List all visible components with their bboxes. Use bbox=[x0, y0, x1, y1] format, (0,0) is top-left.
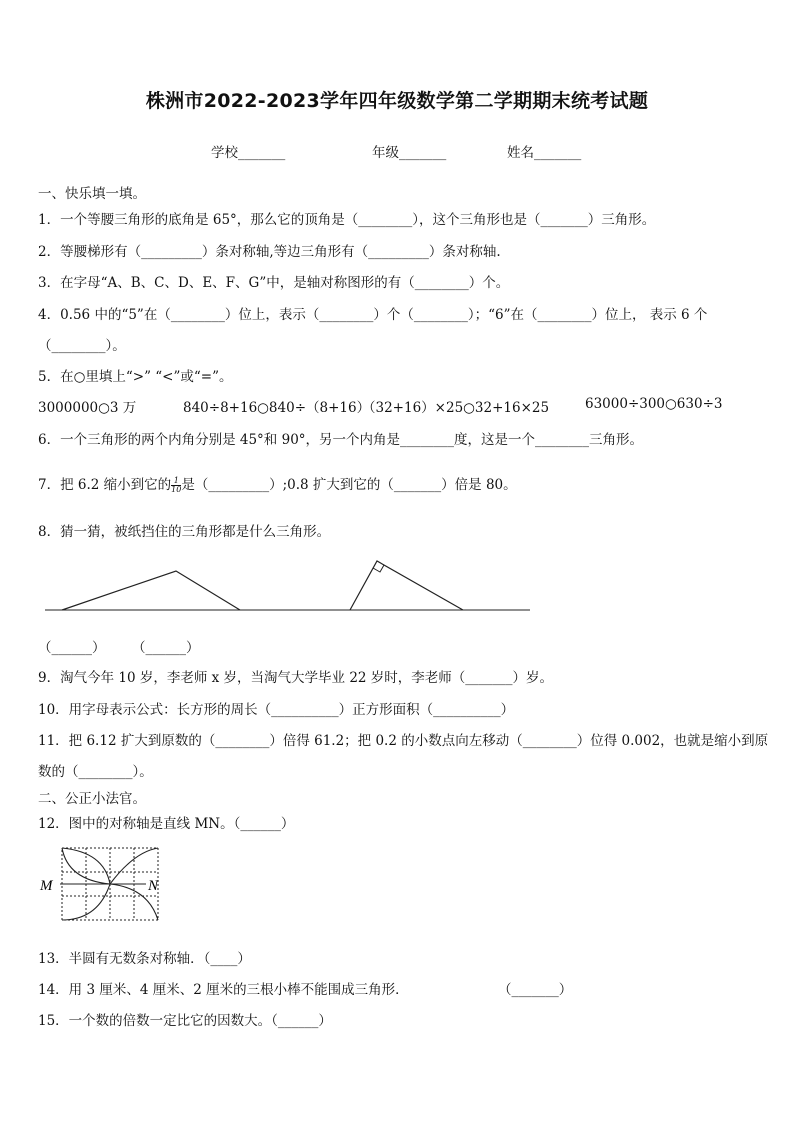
question-8-answer-1: （______） bbox=[38, 640, 106, 656]
page-title: 株洲市2022-2023学年四年级数学第二学期期末统考试题 bbox=[145, 90, 649, 112]
question-14: 14．用 3 厘米、4 厘米、2 厘米的三根小棒不能围成三角形． bbox=[38, 982, 409, 998]
covered-triangles-figure bbox=[40, 555, 540, 615]
name-field: 姓名_______ bbox=[507, 145, 582, 161]
question-13: 13．半圆有无数条对称轴．（____） bbox=[38, 951, 251, 967]
question-2: 2．等腰梯形有（_________）条对称轴,等边三角形有（_________）条对称轴. bbox=[38, 244, 501, 260]
fraction-numerator: 1 bbox=[171, 477, 181, 486]
question-1: 1．一个等腰三角形的底角是 65°，那么它的顶角是（________），这个三角形也是（_______）三角形。 bbox=[38, 212, 656, 228]
comparison-item-2: 840÷8+16○840÷（8+16） bbox=[183, 400, 371, 416]
fraction-one-tenth bbox=[171, 477, 181, 494]
right-triangle-outline bbox=[350, 561, 463, 610]
question-15: 15．一个数的倍数一定比它的因数大。（______） bbox=[38, 1013, 332, 1029]
symmetry-grid-figure bbox=[38, 842, 168, 926]
label-n: N bbox=[148, 878, 159, 894]
obtuse-triangle-outline bbox=[62, 571, 240, 610]
question-3: 3．在字母“A、B、C、D、E、F、G”中，是轴对称图形的有（________）个。 bbox=[38, 275, 510, 291]
comparison-item-3: （32+16）×25○32+16×25 bbox=[362, 400, 550, 416]
section-heading-1: 一、快乐填一填。 bbox=[38, 186, 146, 202]
section-heading-2: 二、公正小法官。 bbox=[38, 791, 146, 807]
fraction-denominator: 10 bbox=[171, 485, 182, 494]
question-11-line-2: 数的（________）。 bbox=[38, 764, 153, 780]
question-9: 9．淘气今年 10 岁，李老师 x 岁，当淘气大学毕业 22 岁时，李老师（_______）岁。 bbox=[38, 670, 554, 686]
grade-field: 年级_______ bbox=[372, 145, 447, 161]
comparison-item-4: 63000÷300○630÷3 bbox=[585, 396, 723, 412]
question-11-line-1: 11．把 6.12 扩大到原数的（________）倍得 61.2；把 0.2 的小数点向左移动（________）位得 0.002，也就是缩小到原 bbox=[38, 733, 769, 749]
question-14-answer: （_______） bbox=[498, 982, 573, 998]
question-12: 12．图中的对称轴是直线 MN。（______） bbox=[38, 816, 295, 832]
school-field: 学校_______ bbox=[211, 145, 286, 161]
question-7 bbox=[38, 473, 517, 494]
question-7-part-1: 7．把 6.2 缩小到它的 bbox=[38, 477, 172, 493]
question-4-line-2: （________）。 bbox=[38, 338, 126, 354]
question-10: 10．用字母表示公式：长方形的周长（__________）正方形面积（__________） bbox=[38, 702, 515, 718]
question-7-part-2: 是（_________）;0.8 扩大到它的（_______）倍是 80。 bbox=[181, 477, 517, 493]
label-m: M bbox=[40, 878, 53, 894]
question-6: 6．一个三角形的两个内角分别是 45°和 90°，另一个内角是________度，这是一个________三角形。 bbox=[38, 432, 644, 448]
question-8: 8．猜一猜，被纸挡住的三角形都是什么三角形。 bbox=[38, 524, 331, 540]
question-5: 5．在○里填上“>” “<”或“=”。 bbox=[38, 369, 233, 385]
comparison-item-1: 3000000○3 万 bbox=[38, 400, 137, 416]
question-8-answer-2: （______） bbox=[132, 640, 200, 656]
question-4-line-1: 4．0.56 中的“5”在（________）位上，表示（________）个（________）；“6”在（________）位上， 表示 6 个 bbox=[38, 307, 708, 323]
